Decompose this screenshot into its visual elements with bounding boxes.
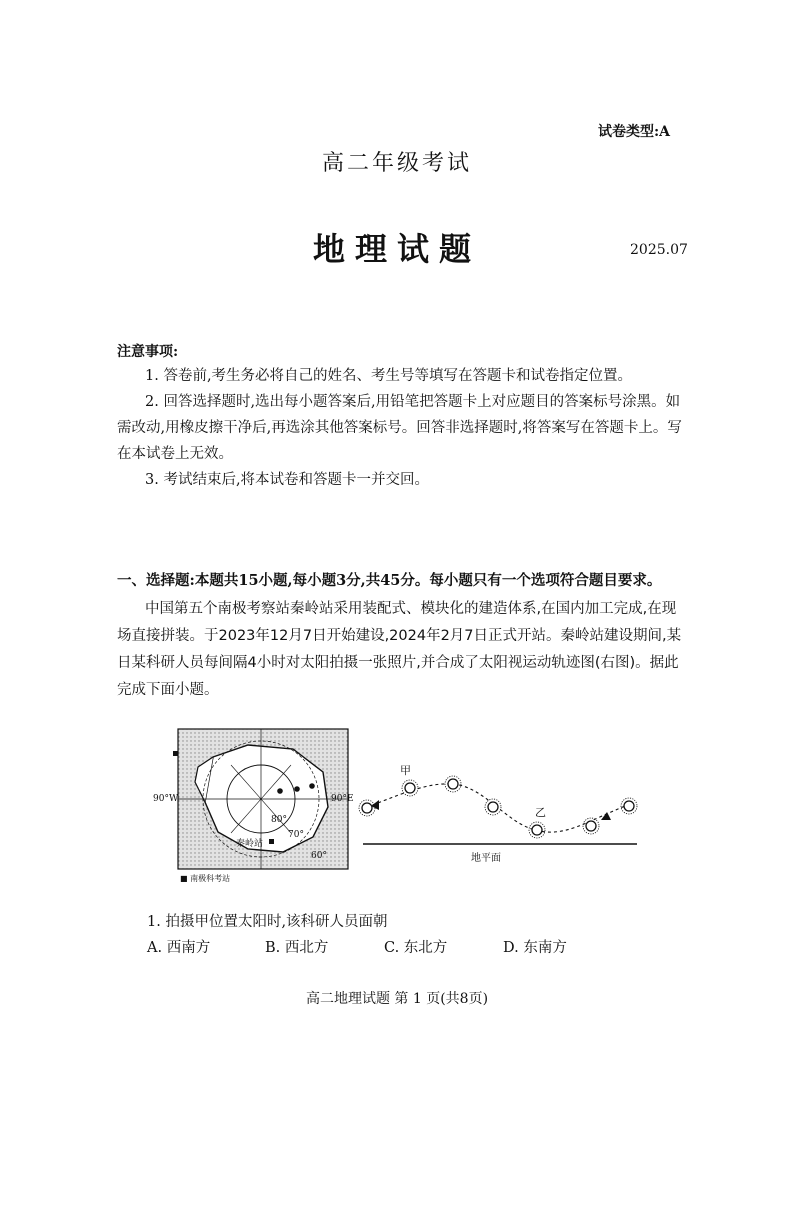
option-c[interactable]: C. 东北方	[384, 940, 448, 956]
map-label-80: 80°	[271, 815, 287, 825]
map-label-70: 70°	[288, 830, 304, 840]
label-yi: 乙	[535, 806, 546, 819]
section-heading: 一、选择题:本题共15小题,每小题3分,共45分。每小题只有一个选项符合题目要求。	[117, 572, 662, 589]
map-label-60: 60°	[311, 851, 327, 861]
map-label-90e: 90°E	[331, 794, 354, 804]
paper-type-label: 试卷类型:A	[598, 124, 671, 140]
exam-date: 2025.07	[630, 242, 688, 258]
notes-heading: 注意事项:	[117, 344, 179, 360]
horizon-label: 地平面	[471, 853, 501, 864]
option-d[interactable]: D. 东南方	[503, 940, 567, 956]
antarctica-map	[153, 727, 363, 887]
label-jia: 甲	[400, 764, 411, 777]
station-label: 秦岭站	[236, 839, 264, 849]
option-a[interactable]: A. 西南方	[147, 940, 211, 956]
antarctica-map-graphic	[153, 727, 363, 887]
notes-item-3: 3. 考试结束后,将本试卷和答题卡一并交回。	[145, 472, 430, 488]
question-passage: 中国第五个南极考察站秦岭站采用装配式、模块化的建造体系,在国内加工完成,在现场直接拼装。于2023年12月7日开始建设,2024年2月7日正式开站。秦岭站建设期间,某日某科研人员每间隔4小时对太阳拍摄一张照片,并合成了太阳视运动轨迹图(右图)。据此完成下面小题。	[117, 601, 682, 698]
map-legend: ■ 南极科考站	[180, 874, 231, 883]
subject-title: 地理试题	[312, 230, 481, 268]
sun-icon	[362, 779, 634, 835]
notes-item-1: 1. 答卷前,考生务必将自己的姓名、考生号等填写在答题卡和试卷指定位置。	[145, 368, 633, 384]
exam-title: 高二年级考试	[321, 151, 472, 176]
sun-trajectory-chart	[355, 762, 645, 872]
page-footer: 高二地理试题 第 1 页(共8页)	[305, 991, 489, 1007]
map-label-90w: 90°W	[153, 794, 179, 804]
question-1-stem: 1. 拍摄甲位置太阳时,该科研人员面朝	[147, 914, 388, 930]
option-b[interactable]: B. 西北方	[265, 940, 329, 956]
notes-item-2: 2. 回答选择题时,选出每小题答案后,用铅笔把答题卡上对应题目的答案标号涂黑。如需改动,用橡皮擦干净后,再选涂其他答案标号。回答非选择题时,将答案写在答题卡上。写在本试卷上无效。	[117, 394, 682, 462]
